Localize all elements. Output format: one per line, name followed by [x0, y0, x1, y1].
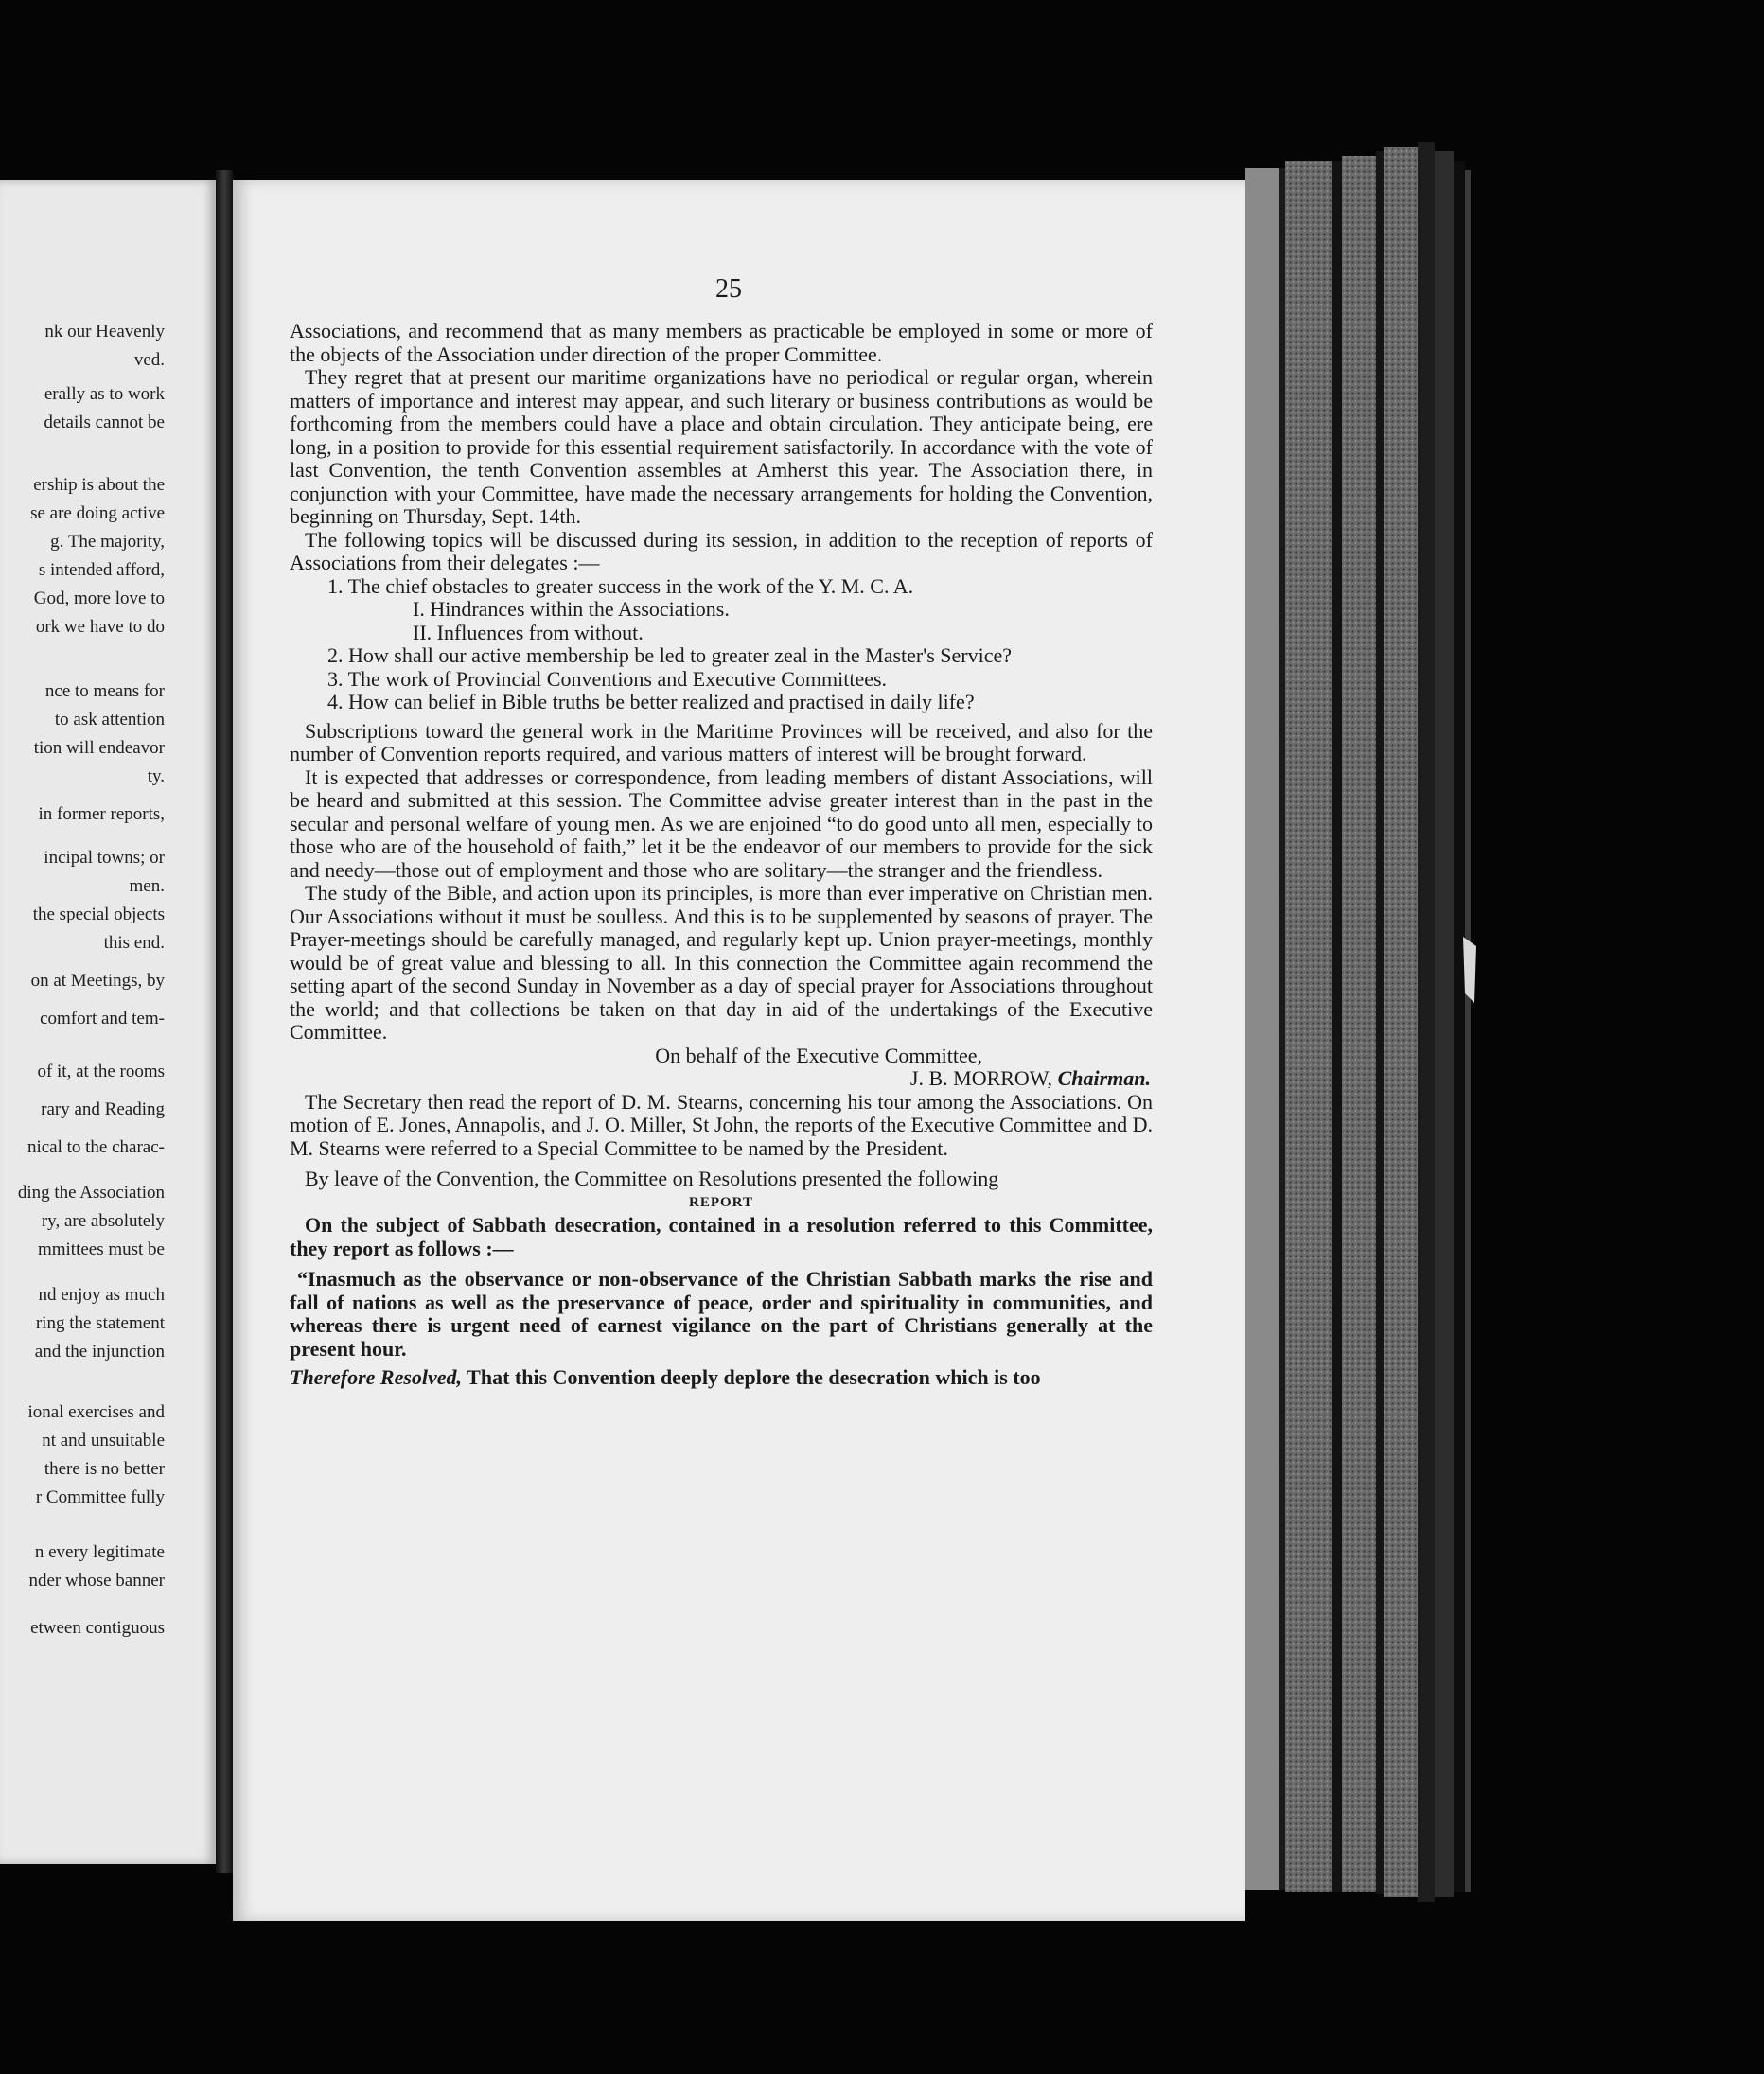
topic-item: 3. The work of Provincial Conventions and Executive Committees. [327, 666, 888, 691]
left-page-line: rary and Reading [41, 1099, 165, 1119]
page-number: 25 [715, 274, 742, 304]
left-page-line: of it, at the rooms [37, 1062, 165, 1081]
paragraph: Associations, and recommend that as many members as practicable be employed in some or more of the objects of the Association under direction of the proper Committee. [290, 319, 1153, 366]
paragraph: It is expected that addresses or correspondence, from leading members of distant Associations, will be heard and submitted at this session. The Committee advise greater interest than in the past in the secular and personal welfare of young men. As we are enjoined “to do good unto all men, especially to those who are of the household of faith,” let it be the endeavor of our members to provide for the sick and needy—those out of employment and those who are solitary—the stranger and the friendless. [290, 765, 1153, 882]
paragraph: On the subject of Sabbath desecration, contained in a resolution referred to this Committee, they report as follows :— [290, 1213, 1153, 1260]
left-page-line: r Committee fully [35, 1487, 165, 1507]
paragraph: “Inasmuch as the observance or non-observance of the Christian Sabbath marks the rise and fall of nations as well as the preservance of peace, order and spirituality in communities, and whereas there is urgent need of earnest vigilance on the part of Christians generally at the present hour. [290, 1267, 1153, 1361]
left-page-line: nical to the charac- [26, 1137, 165, 1157]
left-page-line: nk our Heavenly [44, 322, 165, 342]
left-page-line: etween contiguous [30, 1618, 165, 1638]
left-page-line: on at Meetings, by [30, 971, 165, 991]
left-page-line: ership is about the [33, 475, 165, 495]
left-page-line: men. [129, 876, 165, 896]
torn-edge-mark [1463, 937, 1476, 1003]
resolved-text: That this Convention deeply deplore the desecration which is too [467, 1365, 1041, 1389]
topic-item: 1. The chief obstacles to greater success in the work of the Y. M. C. A. [327, 573, 914, 598]
left-page-line: the special objects [32, 905, 165, 924]
left-page-line: nder whose banner [28, 1571, 165, 1591]
left-page-line: nd enjoy as much [38, 1285, 165, 1305]
left-page-line: in former reports, [38, 804, 165, 824]
signature-on-behalf: On behalf of the Executive Committee, [655, 1043, 982, 1067]
left-page-line: comfort and tem- [40, 1009, 165, 1028]
left-page-line: God, more love to [33, 589, 165, 608]
left-page-line: to ask attention [54, 710, 165, 729]
page-text-body [290, 320, 1153, 1390]
paragraph: By leave of the Convention, the Committee on Resolutions presented the following [305, 1167, 999, 1190]
left-page-line: ty. [147, 766, 165, 786]
left-page-line: nce to means for [44, 681, 165, 701]
left-page-line: erally as to work [44, 384, 165, 404]
signature-name: J. B. MORROW, [909, 1066, 1053, 1090]
topic-subitem: I. Hindrances within the Associations. [413, 597, 730, 621]
report-heading: REPORT [689, 1194, 753, 1210]
paragraph: The following topics will be discussed during its session, in addition to the reception of reports of Associations from their delegates :— [290, 527, 1153, 574]
left-page-line: n every legitimate [34, 1542, 165, 1562]
paragraph: The study of the Bible, and action upon its principles, is more than ever imperative on Christian men. Our Associations without it must be soulless. And this is to be supplemented by seasons of prayer. The Prayer-meetings should be carefully managed, and regularly kept up. Union prayer-meetings, monthly would be of great value and blessing to all. In this connection the Committee again recommend the setting apart of the second Sunday in November as a day of special prayer for Associations throughout the world; and that collections be taken on that day in aid of the undertakings of the Executive Committee. [290, 881, 1153, 1044]
left-page-line: s intended afford, [38, 560, 165, 580]
left-page-line: there is no better [44, 1459, 165, 1479]
resolution-line [290, 1366, 1153, 1390]
book-fore-edge [1245, 142, 1471, 1902]
left-page [0, 180, 216, 1864]
left-page-line: this end. [103, 933, 165, 953]
left-page-line: ved. [133, 350, 165, 370]
resolved-label: Therefore Resolved, [290, 1365, 463, 1389]
topic-subitem: II. Influences from without. [413, 620, 644, 644]
topic-item: 4. How can belief in Bible truths be better realized and practised in daily life? [327, 690, 975, 713]
left-page-line: incipal towns; or [44, 848, 165, 868]
left-page-line: ry, are absolutely [41, 1211, 165, 1231]
signature-title: Chairman. [1057, 1066, 1151, 1090]
left-page-line: ding the Association [17, 1183, 165, 1203]
signature-name-line [290, 1067, 1153, 1091]
left-page-line: tion will endeavor [33, 738, 165, 758]
left-page-line: ional exercises and [27, 1402, 165, 1422]
paragraph: The Secretary then read the report of D. M. Stearns, concerning his tour among the Associations. On motion of E. Jones, Annapolis, and J. O. Miller, St John, the reports of the Executive Committee and D. M. Stearns were referred to a Special Committee to be named by the President. [290, 1089, 1153, 1160]
book-gutter [216, 170, 233, 1873]
left-page-line: g. The majority, [50, 532, 165, 552]
left-page-line: details cannot be [44, 413, 165, 432]
left-page-line: mmittees must be [37, 1239, 165, 1259]
left-page-line: ork we have to do [35, 617, 165, 637]
topic-item: 2. How shall our active membership be led to greater zeal in the Master's Service? [327, 643, 1012, 667]
left-page-line: se are doing active [30, 503, 165, 523]
paragraph: They regret that at present our maritime organizations have no periodical or regular organ, wherein matters of importance and interest may appear, and such literary or business contributions as would be forthcoming from the members could have a place and obtain circulation. They anticipate being, ere long, in a position to provide for this essential requirement satisfactorily. In accordance with the vote of last Convention, the tenth Convention assembles at Amherst this year. The Association there, in conjunction with your Committee, have made the necessary arrangements for holding the Convention, beginning on Thursday, Sept. 14th. [290, 365, 1153, 528]
left-page-line: nt and unsuitable [42, 1431, 165, 1450]
paragraph: Subscriptions toward the general work in the Maritime Provinces will be received, and also for the number of Convention reports required, and various matters of interest will be brought forward. [290, 718, 1153, 765]
left-page-line: and the injunction [34, 1342, 165, 1362]
left-page-line: ring the statement [35, 1313, 165, 1333]
